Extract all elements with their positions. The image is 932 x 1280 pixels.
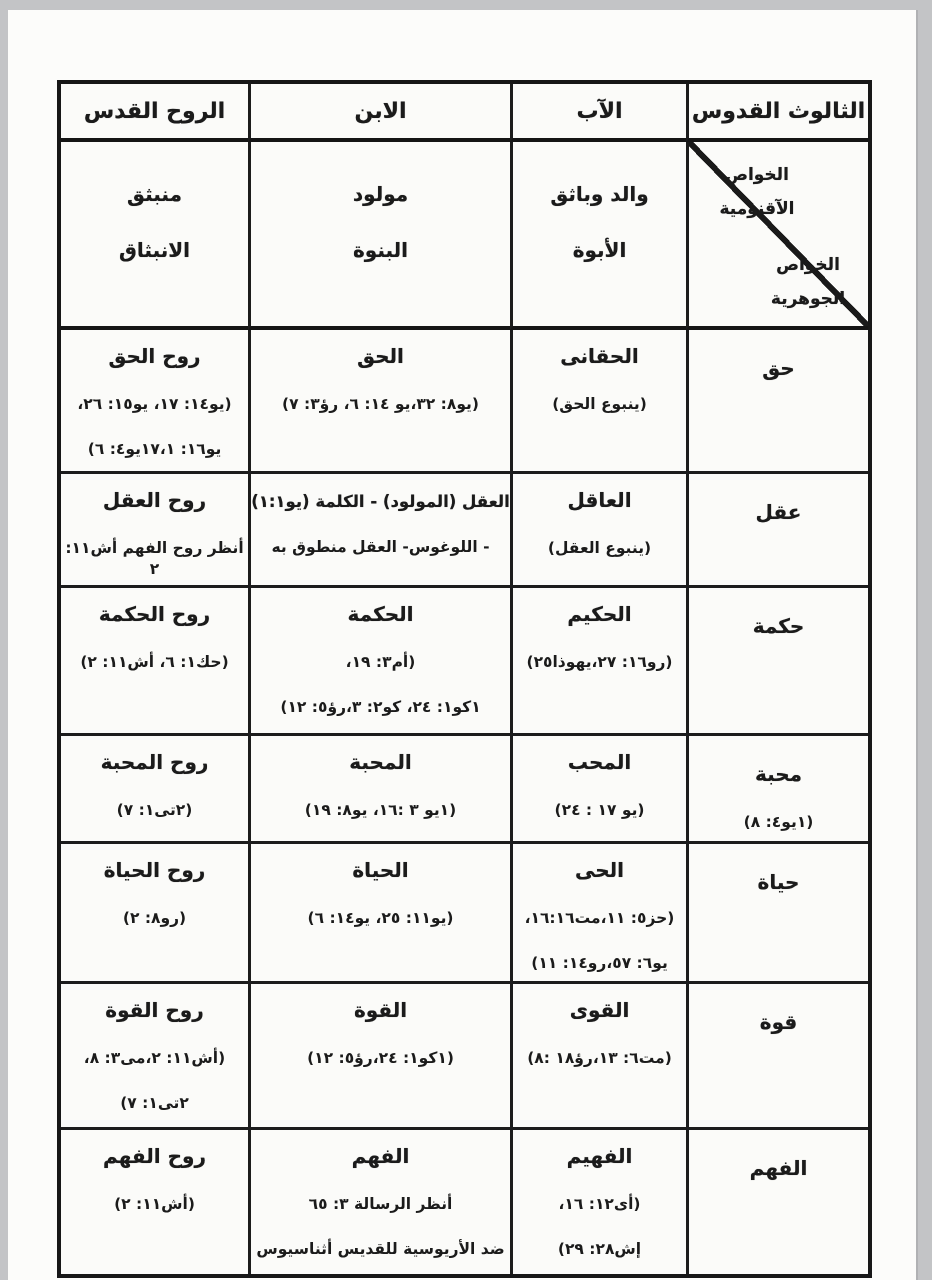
cell-reference: (رو١٦: ٢٧،يهوذا٢٥): [526, 653, 673, 671]
properties-cell-spirit: [61, 142, 248, 330]
header-cell-father: [510, 84, 686, 142]
cell-reference: (١يو ٣ :١٦، يو٨: ١٩): [304, 801, 457, 819]
cell-title: المحبة: [349, 750, 412, 774]
property-term: البنوة: [352, 238, 409, 262]
cell-reference: (١يو٤: ٨): [743, 813, 814, 831]
table-cell-spirit: [61, 1130, 248, 1274]
corner-label-line: الجوهرية: [770, 289, 846, 309]
cell-title: الحياة: [352, 858, 409, 882]
table-cell-son: [248, 844, 510, 984]
header-cell-trinity: [686, 84, 868, 142]
cell-reference: - اللوغوس- العقل منطوق به: [271, 538, 490, 557]
table-cell-father: [510, 588, 686, 736]
property-term: منبثق: [127, 182, 182, 206]
cell-reference: (أم٣: ١٩،: [345, 653, 416, 671]
cell-reference: أنظر روح الفهم أش١١: ٢: [65, 539, 244, 578]
cell-reference: يو٦: ٥٧،رو١٤: ١١): [531, 953, 668, 972]
corner-label-essential: [750, 248, 866, 316]
cell-title: الفهم: [749, 1156, 808, 1180]
header-label: الآب: [576, 98, 623, 124]
table-cell-son: [248, 588, 510, 736]
corner-label-line: الخواص: [725, 165, 789, 185]
cell-title: حياة: [757, 870, 800, 894]
cell-title: الحقانى: [560, 344, 639, 368]
cell-title: روح الحياة: [103, 858, 206, 882]
cell-title: الحق: [357, 344, 404, 368]
cell-title: روح الحكمة: [98, 602, 211, 626]
header-label: الروح القدس: [83, 98, 226, 124]
properties-cell-father: [510, 142, 686, 330]
cell-reference: (رو٨: ٢): [122, 909, 187, 927]
header-cell-son: [248, 84, 510, 142]
cell-reference: (يو١٤: ١٧، يو١٥: ٢٦،: [77, 395, 232, 413]
header-cell-spirit: [61, 84, 248, 142]
cell-title: الحكمة: [347, 602, 414, 626]
table-cell-son: [248, 474, 510, 588]
cell-title: قوة: [759, 1010, 798, 1034]
cell-reference: إش٢٨: ٢٩): [557, 1239, 642, 1258]
table-cell-spirit: [61, 844, 248, 984]
cell-title: الفهيم: [566, 1144, 633, 1168]
table-cell-son: [248, 330, 510, 474]
cell-reference: ضد الأريوسية للقديس أثناسيوس: [256, 1239, 505, 1258]
table-cell-father: [510, 474, 686, 588]
table-cell-trinity: [686, 736, 868, 844]
cell-title: الفهم: [351, 1144, 410, 1168]
cell-title: العقل (المولود) - الكلمة (يو١:١): [251, 492, 510, 511]
scanned-page: [8, 10, 918, 1280]
table-cell-spirit: [61, 330, 248, 474]
cell-title: حكمة: [752, 614, 805, 638]
table-cell-spirit: [61, 474, 248, 588]
table-cell-trinity: [686, 588, 868, 736]
cell-title: روح الفهم: [103, 1144, 206, 1168]
corner-cell: [686, 142, 868, 330]
cell-title: الحكيم: [567, 602, 632, 626]
property-term: الأبوة: [572, 238, 627, 262]
table-cell-trinity: [686, 330, 868, 474]
table-cell-father: [510, 736, 686, 844]
cell-title: المحب: [567, 750, 632, 774]
table-cell-spirit: [61, 736, 248, 844]
cell-reference: (ينبوع الحق): [552, 395, 647, 413]
cell-reference: (أى١٢: ١٦،: [558, 1195, 641, 1213]
cell-reference: (حك١: ٦، أش١١: ٢): [80, 653, 229, 671]
cell-title: القوى: [569, 998, 630, 1022]
trinity-properties-table: [57, 80, 872, 1278]
cell-title: حق: [762, 356, 795, 380]
table-cell-spirit: [61, 588, 248, 736]
table-cell-father: [510, 330, 686, 474]
table-cell-trinity: [686, 1130, 868, 1274]
cell-reference: (١كو١: ٢٤،رؤ٥: ١٢): [307, 1049, 454, 1067]
cell-reference: (مت٦: ١٣،رؤ١٨ :٨): [527, 1049, 672, 1067]
cell-reference: (أش١١: ٢،مى٣: ٨،: [83, 1049, 226, 1067]
table-cell-son: [248, 736, 510, 844]
table-cell-trinity: [686, 844, 868, 984]
table-cell-son: [248, 984, 510, 1130]
cell-reference: (يو١١: ٢٥، يو١٤: ٦): [307, 909, 454, 927]
cell-title: الحى: [575, 858, 625, 882]
property-term: مولود: [352, 182, 409, 206]
table-cell-father: [510, 844, 686, 984]
cell-reference: (٢تى١: ٧): [116, 801, 193, 819]
cell-title: القوة: [353, 998, 408, 1022]
table-cell-trinity: [686, 984, 868, 1130]
cell-reference: (حز٥: ١١،مت١٦:١٦،: [524, 909, 675, 927]
header-label: الابن: [354, 98, 407, 124]
cell-title: عقل: [755, 500, 802, 524]
table-cell-spirit: [61, 984, 248, 1130]
cell-title: العاقل: [567, 488, 632, 512]
table-cell-father: [510, 1130, 686, 1274]
table-cell-father: [510, 984, 686, 1130]
corner-label-line: الخواص: [776, 255, 840, 275]
header-label: الثالوث القدوس: [691, 98, 866, 124]
cell-reference: (يو ١٧ : ٢٤): [554, 801, 645, 819]
cell-title: روح القوة: [105, 998, 204, 1022]
cell-reference: ١كو١: ٢٤، كو٢: ٣،رؤ٥: ١٢): [280, 697, 481, 716]
table-cell-son: [248, 1130, 510, 1274]
cell-reference: أنظر الرسالة ٣: ٦٥: [308, 1195, 453, 1213]
property-term: والد وباثق: [550, 182, 649, 206]
cell-title: محبة: [754, 762, 803, 786]
cell-reference: يو١٦: ١٧،١يو٤: ٦): [87, 439, 222, 458]
cell-reference: ٢تى١: ٧): [120, 1093, 189, 1112]
cell-reference: (أش١١: ٢): [114, 1195, 195, 1213]
cell-title: روح الحق: [108, 344, 201, 368]
properties-cell-son: [248, 142, 510, 330]
cell-title: روح العقل: [102, 488, 207, 512]
table-cell-trinity: [686, 474, 868, 588]
corner-label-line: الآقنومية: [719, 199, 795, 219]
property-term: الانبثاق: [119, 238, 190, 262]
cell-reference: (ينبوع العقل): [547, 539, 652, 557]
cell-title: روح المحبة: [100, 750, 209, 774]
cell-reference: (يو٨: ٣٢،يو ١٤: ٦، رؤ٣: ٧): [282, 395, 479, 413]
corner-label-hypostatic: [699, 158, 815, 226]
